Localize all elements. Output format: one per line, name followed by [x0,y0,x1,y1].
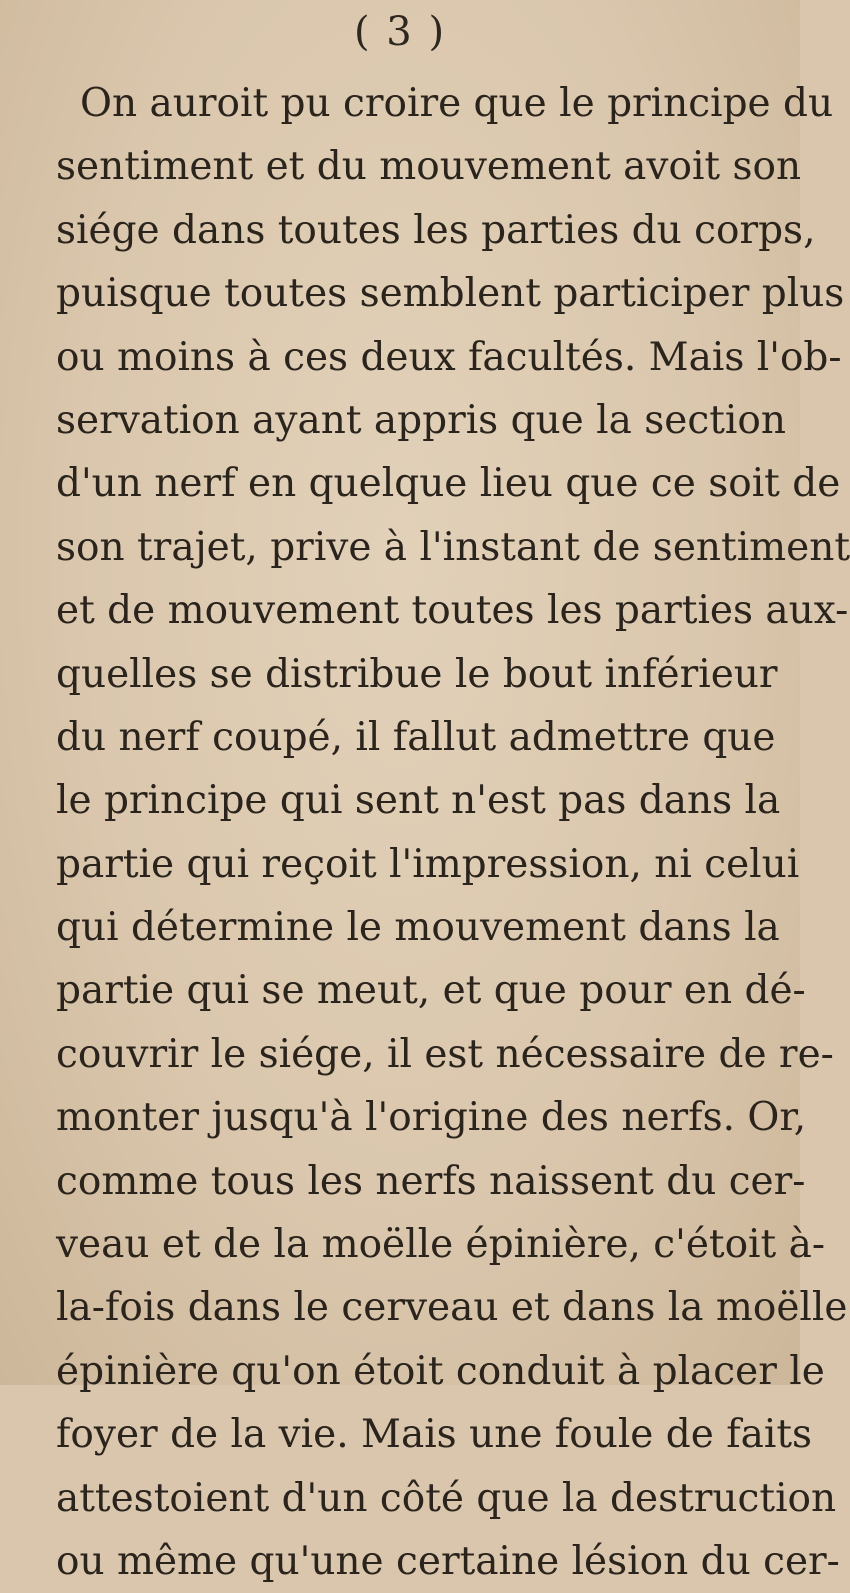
body-text [56,72,850,1593]
text-line: du nerf coupé, il fallut admettre que [56,714,776,760]
text-line: son trajet, prive à l'instant de sentiment [56,524,850,570]
text-line: veau et de la moëlle épinière, c'étoit à- [56,1222,826,1268]
text-line: épinière qu'on étoit conduit à placer le [56,1348,825,1394]
text-line: servation ayant appris que la section [56,397,786,443]
text-line: la-fois dans le cerveau et dans la moëlle [56,1285,848,1331]
page-number: ( 3 ) [353,9,447,55]
text-line: le principe qui sent n'est pas dans la [56,778,781,824]
text-line: siége dans toutes les parties du corps, [56,207,816,253]
text-line: sentiment et du mouvement avoit son [56,144,802,190]
text-line: partie qui reçoit l'impression, ni celui [56,841,800,887]
text-line: monter jusqu'à l'origine des nerfs. Or, [56,1095,807,1141]
text-line: puisque toutes semblent participer plus [56,271,845,317]
text-line: On auroit pu croire que le principe du [80,81,834,126]
text-line: quelles se distribue le bout inférieur [56,651,778,697]
text-line: attestoient d'un côté que la destruction [56,1475,837,1521]
text-line: couvrir le siége, il est nécessaire de re- [56,1031,834,1077]
text-line: et de mouvement toutes les parties aux- [56,588,849,634]
text-line: ou même qu'une certaine lésion du cer- [56,1538,840,1584]
text-line: qui détermine le mouvement dans la [56,905,780,951]
text-line: comme tous les nerfs naissent du cer- [56,1158,806,1204]
text-line: d'un nerf en quelque lieu que ce soit de [56,461,841,507]
text-line: ou moins à ces deux facultés. Mais l'ob- [56,334,842,380]
text-line: partie qui se meut, et que pour en dé- [56,968,806,1014]
text-line: foyer de la vie. Mais une foule de faits [56,1412,813,1458]
